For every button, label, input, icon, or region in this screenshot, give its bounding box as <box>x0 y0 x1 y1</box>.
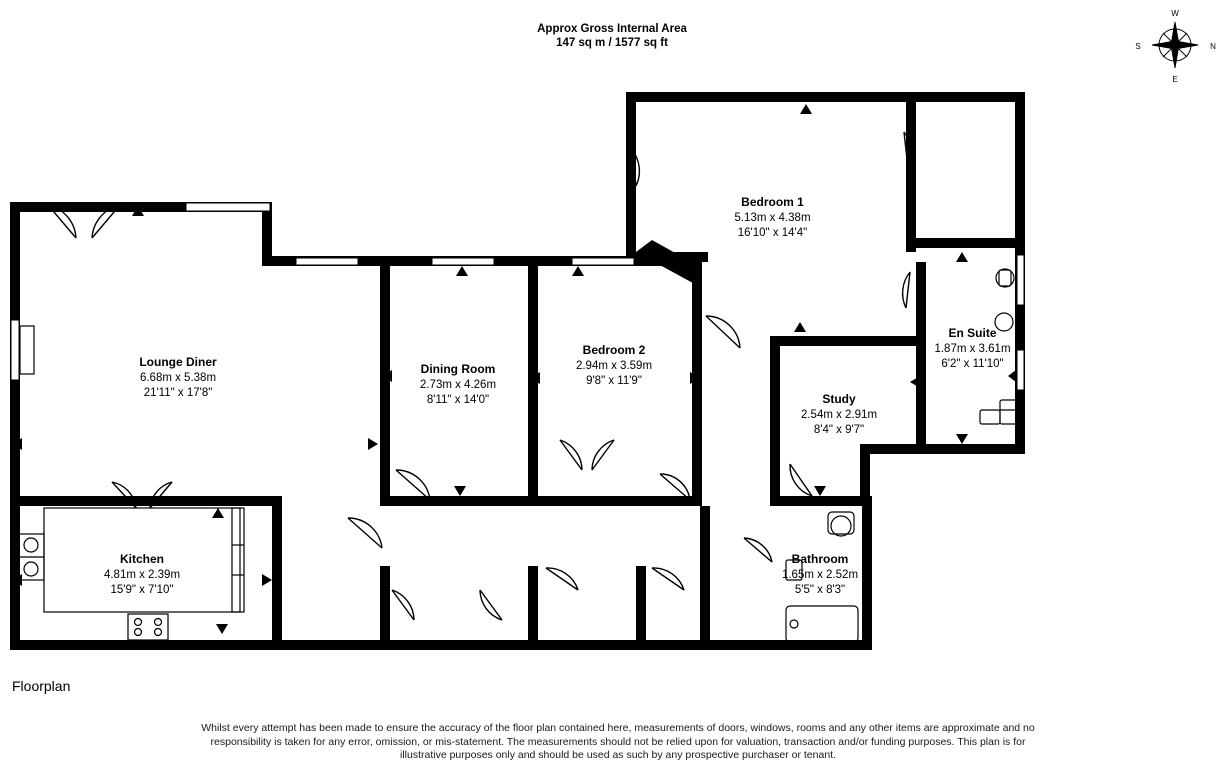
room-name: Lounge Diner <box>139 355 217 369</box>
room-name: Study <box>822 392 856 406</box>
room-dim-metric: 2.73m x 4.26m <box>419 378 497 391</box>
room-name: Dining Room <box>420 362 496 376</box>
compass-label-w: W <box>1171 9 1179 18</box>
room-dim-metric: 5.13m x 4.38m <box>734 211 811 224</box>
room-label-bathroom <box>752 552 888 599</box>
room-dim-imperial: 21'11" x 17'8" <box>143 387 213 399</box>
area-header-line2: 147 sq m / 1577 sq ft <box>556 37 668 49</box>
room-label-study <box>775 392 903 439</box>
compass-label-e: E <box>1172 75 1178 84</box>
room-label-kitchen <box>76 552 208 599</box>
room-dim-imperial: 5'5" x 8'3" <box>794 584 846 596</box>
room-name: Kitchen <box>119 552 164 566</box>
room-name: En Suite <box>948 326 997 340</box>
room-dim-imperial: 6'2" x 11'10" <box>941 358 1004 370</box>
room-name: Bathroom <box>791 552 849 566</box>
room-dim-imperial: 15'9" x 7'10" <box>110 584 174 596</box>
room-dim-metric: 6.68m x 5.38m <box>139 371 217 384</box>
room-label-dining-room <box>390 362 526 409</box>
compass-label-s: S <box>1135 42 1141 51</box>
room-dim-imperial: 8'4" x 9'7" <box>813 424 865 436</box>
area-header-line1: Approx Gross Internal Area <box>537 23 687 35</box>
room-dim-metric: 2.54m x 2.91m <box>800 408 878 421</box>
disclaimer-text: Whilst every attempt has been made to ensure the accuracy of the floor plan contained here, measurements of doors, windows, rooms and any other items are approximate and no responsibility is taken for any error, omission, or mis-statement. The measurements should not be relied upon for valuation, transaction and/or funding purposes. This plan is for illustrative purposes only and should be used as such by any prospective purchaser or tenant. <box>201 722 1035 761</box>
room-name: Bedroom 1 <box>741 195 804 209</box>
floorplan-caption: Floorplan <box>12 678 71 694</box>
room-label-en-suite <box>900 326 1045 373</box>
compass-label-n: N <box>1210 42 1216 51</box>
room-dim-metric: 1.65m x 2.52m <box>781 568 859 581</box>
room-label-lounge-diner <box>108 355 248 402</box>
room-dim-metric: 1.87m x 3.61m <box>934 342 1011 355</box>
room-dim-metric: 2.94m x 3.59m <box>575 359 653 372</box>
room-dim-imperial: 16'10" x 14'4" <box>737 227 808 239</box>
room-dim-imperial: 8'11" x 14'0" <box>426 394 490 406</box>
room-label-bedroom-2 <box>548 343 680 390</box>
room-dim-imperial: 9'8" x 11'9" <box>586 375 642 387</box>
room-dim-metric: 4.81m x 2.39m <box>103 568 181 581</box>
room-label-bedroom-1 <box>700 195 845 242</box>
room-name: Bedroom 2 <box>582 343 646 357</box>
